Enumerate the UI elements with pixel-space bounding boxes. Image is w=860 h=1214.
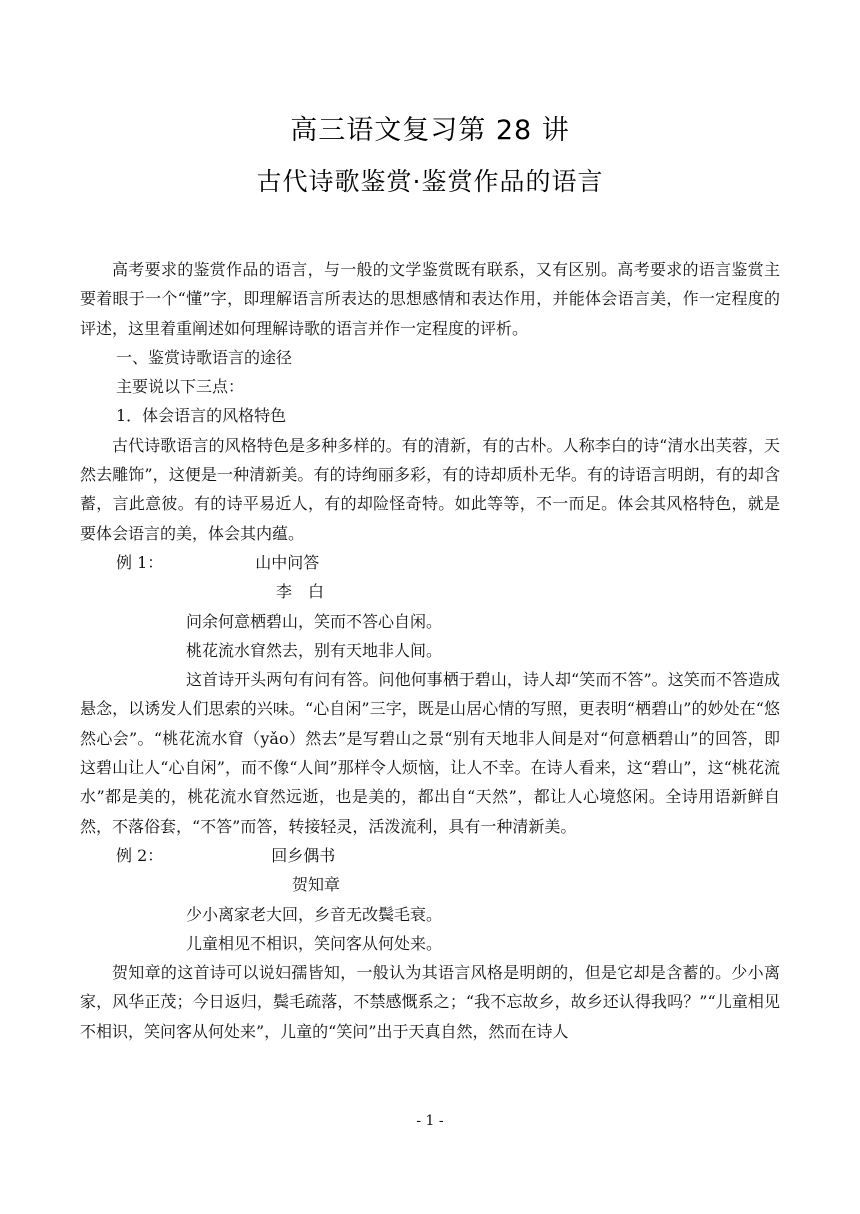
page-title: 高三语文复习第 28 讲 — [290, 115, 570, 146]
example-1-header — [80, 548, 780, 577]
intro-paragraph: 高考要求的鉴赏作品的语言，与一般的文学鉴赏既有联系，又有区别。高考要求的语言鉴赏主要着眼于一个“懂”字，即理解语言所表达的思想感情和表达作用，并能体会语言美，作一定程度的评述，这里着重阐述如何理解诗歌的语言并作一定程度的评析。 — [80, 260, 780, 338]
page-number: - 1 - — [416, 1113, 444, 1129]
point-paragraph: 古代诗歌语言的风格特色是多种多样的。有的清新，有的古朴。人称李白的诗“清水出芙蓉，天然去雕饰”，这便是一种清新美。有的诗绚丽多彩，有的诗却质朴无华。有的诗语言明朗，有的却含蓄，言此意彼。有的诗平易近人，有的却险怪奇特。如此等等，不一而足。体会其风格特色，就是要体会语言的美，体会其内蕴。 — [80, 435, 780, 543]
example-1-label: 例 1： — [116, 552, 164, 572]
main-points: 主要说以下三点： — [116, 377, 245, 397]
example-2-line-1: 少小离家老大回，乡音无改鬓毛衰。 — [186, 904, 443, 924]
page-subtitle: 古代诗歌鉴赏·鉴赏作品的语言 — [256, 167, 604, 196]
example-2-analysis: 贺知章的这首诗可以说妇孺皆知，一般认为其语言风格是明朗的，但是它却是含蓄的。少小离家，风华正茂；今日返归，鬓毛疏落，不禁感慨系之；“我不忘故乡，故乡还认得我吗？”“儿童相见不相识，笑问客从何处来”，儿童的“笑问”出于天真自然，然而在诗人 — [80, 963, 780, 1041]
example-1-author: 李 白 — [276, 582, 325, 602]
example-2-line-2: 儿童相见不相识，笑问客从何处来。 — [186, 933, 443, 953]
example-1-poem-title: 山中问答 — [255, 552, 320, 572]
example-2-header — [80, 841, 780, 870]
example-1-line-2: 桃花流水窅然去，别有天地非人间。 — [186, 640, 443, 660]
point-heading: 1．体会语言的风格特色 — [116, 406, 287, 426]
example-2-author: 贺知章 — [292, 875, 341, 895]
example-1-line-1: 问余何意栖碧山，笑而不答心自闲。 — [186, 611, 443, 631]
document-body — [80, 255, 780, 1046]
section-heading: 一、鉴赏诗歌语言的途径 — [116, 347, 293, 367]
example-1-analysis: 这首诗开头两句有问有答。问他何事栖于碧山，诗人却“笑而不答”。这笑而不答造成悬念，以诱发人们思索的兴味。“心自闲”三字，既是山居心情的写照，更表明“栖碧山”的妙处在“悠然心会”。“桃花流水窅（yǎo）然去”是写碧山之景“别有天地非人间是对“何意栖碧山”的回答，即这碧山让人“心自闲”，而不像“人间”那样令人烦恼，让人不幸。在诗人看来，这“碧山”，这“桃花流水”都是美的，桃花流水窅然远逝，也是美的，都出自“天然”，都让人心境悠闲。全诗用语新鲜自然，不落俗套，“不答”而答，转接轻灵，活泼流利，具有一种清新美。 — [80, 670, 780, 836]
example-2-poem-title: 回乡偶书 — [271, 845, 336, 865]
example-2-label: 例 2： — [116, 845, 164, 865]
